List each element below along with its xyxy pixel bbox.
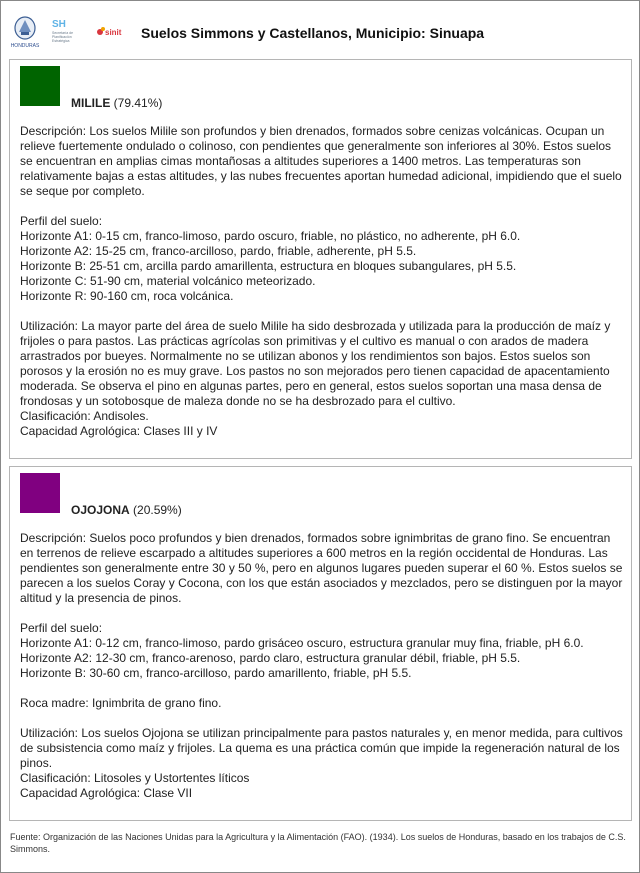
soil-body (20, 124, 624, 439)
soil-horizon: Horizonte A2: 12-30 cm, franco-arenoso, pardo claro, estructura granular débil, friable, pH 5.5. (20, 651, 521, 665)
soil-classification: Clasificación: Andisoles. (20, 409, 149, 423)
soil-horizon: Horizonte B: 30-60 cm, franco-arcilloso, pardo amarillento, friable, pH 5.5. (20, 666, 412, 680)
soil-capacity: Capacidad Agrológica: Clases III y IV (20, 424, 218, 438)
soil-description: Descripción: Suelos poco profundos y bien drenados, formados sobre ignimbritas de grano fino. Se encuentran en terrenos de relieve escarpado a altitudes superiores a 600 metros en la región occidental de Honduras. Las pendientes son generalmente entre 30 y 50 %, pero en algunos lugares pueden superar el 60 %. Estos suelos se parecen a los suelos Coray y Cocona, con los que están asociados y mezclados, pero se distinguen por la mayor altitud y la presencia de pinos. (20, 531, 623, 605)
soil-horizon: Horizonte A1: 0-15 cm, franco-limoso, pardo oscuro, friable, no plástico, no adherente, pH 6.0. (20, 229, 521, 243)
secretaria-line-2: Planificación (52, 35, 72, 39)
secretaria-line-3: Estratégica (52, 39, 70, 43)
svg-text:SH: SH (52, 19, 66, 30)
secretaria-planificacion-logo (49, 17, 89, 45)
soil-horizon: Horizonte R: 90-160 cm, roca volcánica. (20, 289, 234, 303)
soil-name: OJOJONA (71, 503, 130, 517)
soil-horizon: Horizonte A1: 0-12 cm, franco-limoso, pardo grisáceo oscuro, estructura granular muy fina, friable, pH 6.0. (20, 636, 584, 650)
sinit-logo-text: sinit (105, 28, 122, 37)
soil-profile-heading: Perfil del suelo: (20, 621, 103, 635)
soil-color-swatch (20, 473, 60, 513)
report-header (1, 1, 639, 55)
soil-color-swatch (20, 66, 60, 106)
soil-card-milile (9, 59, 632, 459)
soil-card-ojojona (9, 466, 632, 821)
soil-parent-rock: Roca madre: Ignimbrita de grano fino. (20, 696, 222, 710)
honduras-seal-logo (9, 15, 41, 49)
report-title: Suelos Simmons y Castellanos, Municipio: Sinuapa (141, 25, 485, 41)
soil-percent: (20.59%) (133, 503, 182, 517)
source-footnote: Fuente: Organización de las Naciones Unidas para la Agricultura y la Alimentación (FAO). (1934). Los suelos de Honduras, basado en los trabajos de C.S. Simmons. (10, 832, 626, 854)
soil-percent: (79.41%) (113, 96, 163, 110)
soil-description: Descripción: Los suelos Milile son profundos y bien drenados, formados sobre cenizas volcánicas. Ocupan un relieve fuertemente ondulado o colinoso, con pendientes que generalmente son inferiores al 30%. Estos suelos se encuentran en amplias cimas montañosas a altitudes superiores a 1400 metros. Las temperaturas son relativamente bajas a estas altitudes, y las nubes frecuentes aportan humedad adicional, impidiendo que el suelo se seque por completo. (20, 124, 622, 198)
soil-profile-heading: Perfil del suelo: (20, 214, 103, 228)
sinit-logo (95, 23, 129, 41)
soil-body (20, 531, 624, 801)
soil-horizon: Horizonte C: 51-90 cm, material volcánico meteorizado. (20, 274, 316, 288)
soil-usage: Utilización: La mayor parte del área de suelo Milile ha sido desbrozada y utilizada para la producción de maíz y frijoles o para pastos. Las prácticas agrícolas son primitivas y el cultivo es manual o con arados de madera arrastrados por bueyes. Normalmente no se utilizan abonos y los rendimientos son bajos. Estos suelos son porosos y la erosión no es muy grave. Los pastos no son mejorados pero tienen capacidad de apacentamiento moderada. Se observa el pino en algunas partes, pero en general, estos suelos soportan una masa densa de frondosas y un sotobosque de maleza donde no se ha desbrozado para el cultivo. (20, 319, 611, 408)
soil-usage: Utilización: Los suelos Ojojona se utilizan principalmente para pastos naturales y, en menor medida, para cultivos de subsistencia como maíz y frijoles. La quema es una práctica común que impide la regeneración natural de los pinos. (20, 726, 623, 770)
soil-name: MILILE (71, 96, 111, 110)
soil-classification: Clasificación: Litosoles y Ustortentes líticos (20, 771, 250, 785)
honduras-logo-text: HONDURAS (10, 43, 40, 49)
secretaria-line-1: Secretaría de (52, 31, 74, 35)
soil-horizon: Horizonte B: 25-51 cm, arcilla pardo amarillenta, estructura en bloques subangulares, pH 5.5. (20, 259, 517, 273)
soil-heading (71, 503, 182, 517)
soil-heading (71, 96, 162, 110)
soil-capacity: Capacidad Agrológica: Clase VII (20, 786, 193, 800)
soil-horizon: Horizonte A2: 15-25 cm, franco-arcilloso, pardo, friable, adherente, pH 5.5. (20, 244, 417, 258)
